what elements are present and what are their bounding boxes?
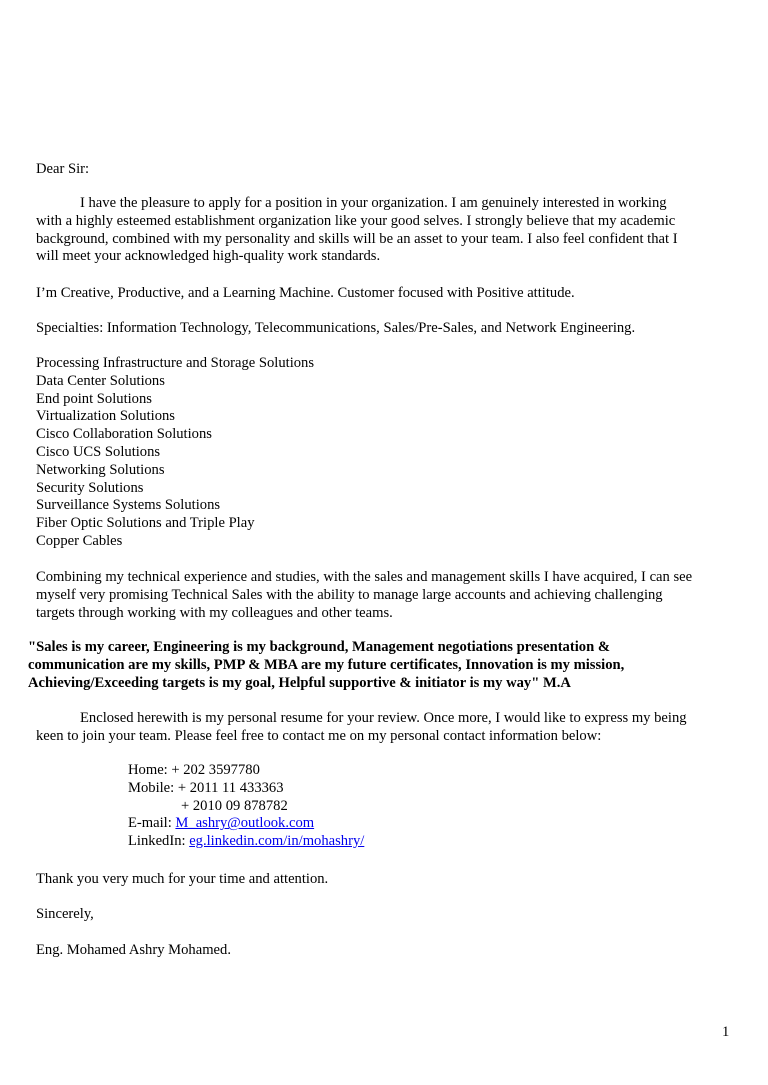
solution-item: Data Center Solutions: [36, 372, 165, 389]
motto-quote: [28, 638, 624, 692]
combining-line: targets through working with my colleagues and other teams.: [36, 604, 393, 621]
intro-line: with a highly esteemed establishment organization like your good selves. I strongly believe that my academic: [36, 212, 676, 229]
quote-line: Achieving/Exceeding targets is my goal, Helpful supportive & initiator is my way" M.A: [28, 675, 571, 691]
solution-item: End point Solutions: [36, 390, 152, 407]
intro-paragraph: [36, 195, 678, 266]
intro-line: will meet your acknowledged high-quality work standards.: [36, 248, 381, 265]
page-number: 1: [722, 1024, 730, 1040]
email-row: [128, 815, 364, 833]
quote-line: communication are my skills, PMP & MBA are my future certificates, Innovation is my mission,: [28, 657, 625, 673]
solution-item: Security Solutions: [36, 479, 144, 496]
signature-line: Eng. Mohamed Ashry Mohamed.: [36, 942, 231, 958]
solutions-list: [36, 355, 314, 551]
closing-line: Sincerely,: [36, 906, 94, 922]
solution-item: Networking Solutions: [36, 461, 165, 478]
enclosed-line: Enclosed herewith is my personal resume for your review. Once more, I would like to express my being: [80, 710, 687, 726]
enclosed-paragraph: [36, 710, 687, 746]
solution-item: Fiber Optic Solutions and Triple Play: [36, 515, 255, 532]
quote-line: "Sales is my career, Engineering is my background, Management negotiations presentation &: [28, 639, 610, 655]
linkedin-link[interactable]: eg.linkedin.com/in/mohashry/: [189, 833, 365, 850]
home-phone: Home: + 202 3597780: [128, 762, 260, 778]
linkedin-label: LinkedIn:: [128, 833, 190, 850]
solution-item: Cisco Collaboration Solutions: [36, 426, 212, 443]
mobile-phone-2: + 2010 09 878782: [181, 797, 288, 814]
contact-info: [128, 762, 364, 851]
traits-line: I’m Creative, Productive, and a Learning Machine. Customer focused with Positive attitude.: [36, 285, 575, 301]
mobile-phone: Mobile: + 2011 11 433363: [128, 779, 284, 796]
email-label: E-mail:: [128, 815, 176, 832]
solution-item: Processing Infrastructure and Storage Solutions: [36, 355, 315, 371]
solution-item: Cisco UCS Solutions: [36, 443, 161, 460]
specialties-line: Specialties: Information Technology, Telecommunications, Sales/Pre-Sales, and Network Engineering.: [36, 320, 636, 336]
solution-item: Virtualization Solutions: [36, 408, 175, 425]
email-link[interactable]: M_ashry@outlook.com: [175, 815, 315, 832]
combining-line: myself very promising Technical Sales with the ability to manage large accounts and achieving challenging: [36, 586, 663, 603]
combining-line: Combining my technical experience and studies, with the sales and management skills I have acquired, I can see: [36, 569, 693, 585]
intro-line: I have the pleasure to apply for a position in your organization. I am genuinely interested in working: [80, 195, 667, 211]
solution-item: Surveillance Systems Solutions: [36, 497, 221, 514]
salutation: Dear Sir:: [36, 161, 90, 177]
intro-line: background, combined with my personality and skills will be an asset to your team. I also feel confident that I: [36, 230, 678, 247]
enclosed-line: keen to join your team. Please feel free to contact me on my personal contact information below:: [36, 727, 602, 744]
thanks-line: Thank you very much for your time and attention.: [36, 871, 329, 887]
solution-item: Copper Cables: [36, 532, 123, 549]
combining-paragraph: [36, 569, 692, 622]
linkedin-row: [128, 833, 364, 851]
